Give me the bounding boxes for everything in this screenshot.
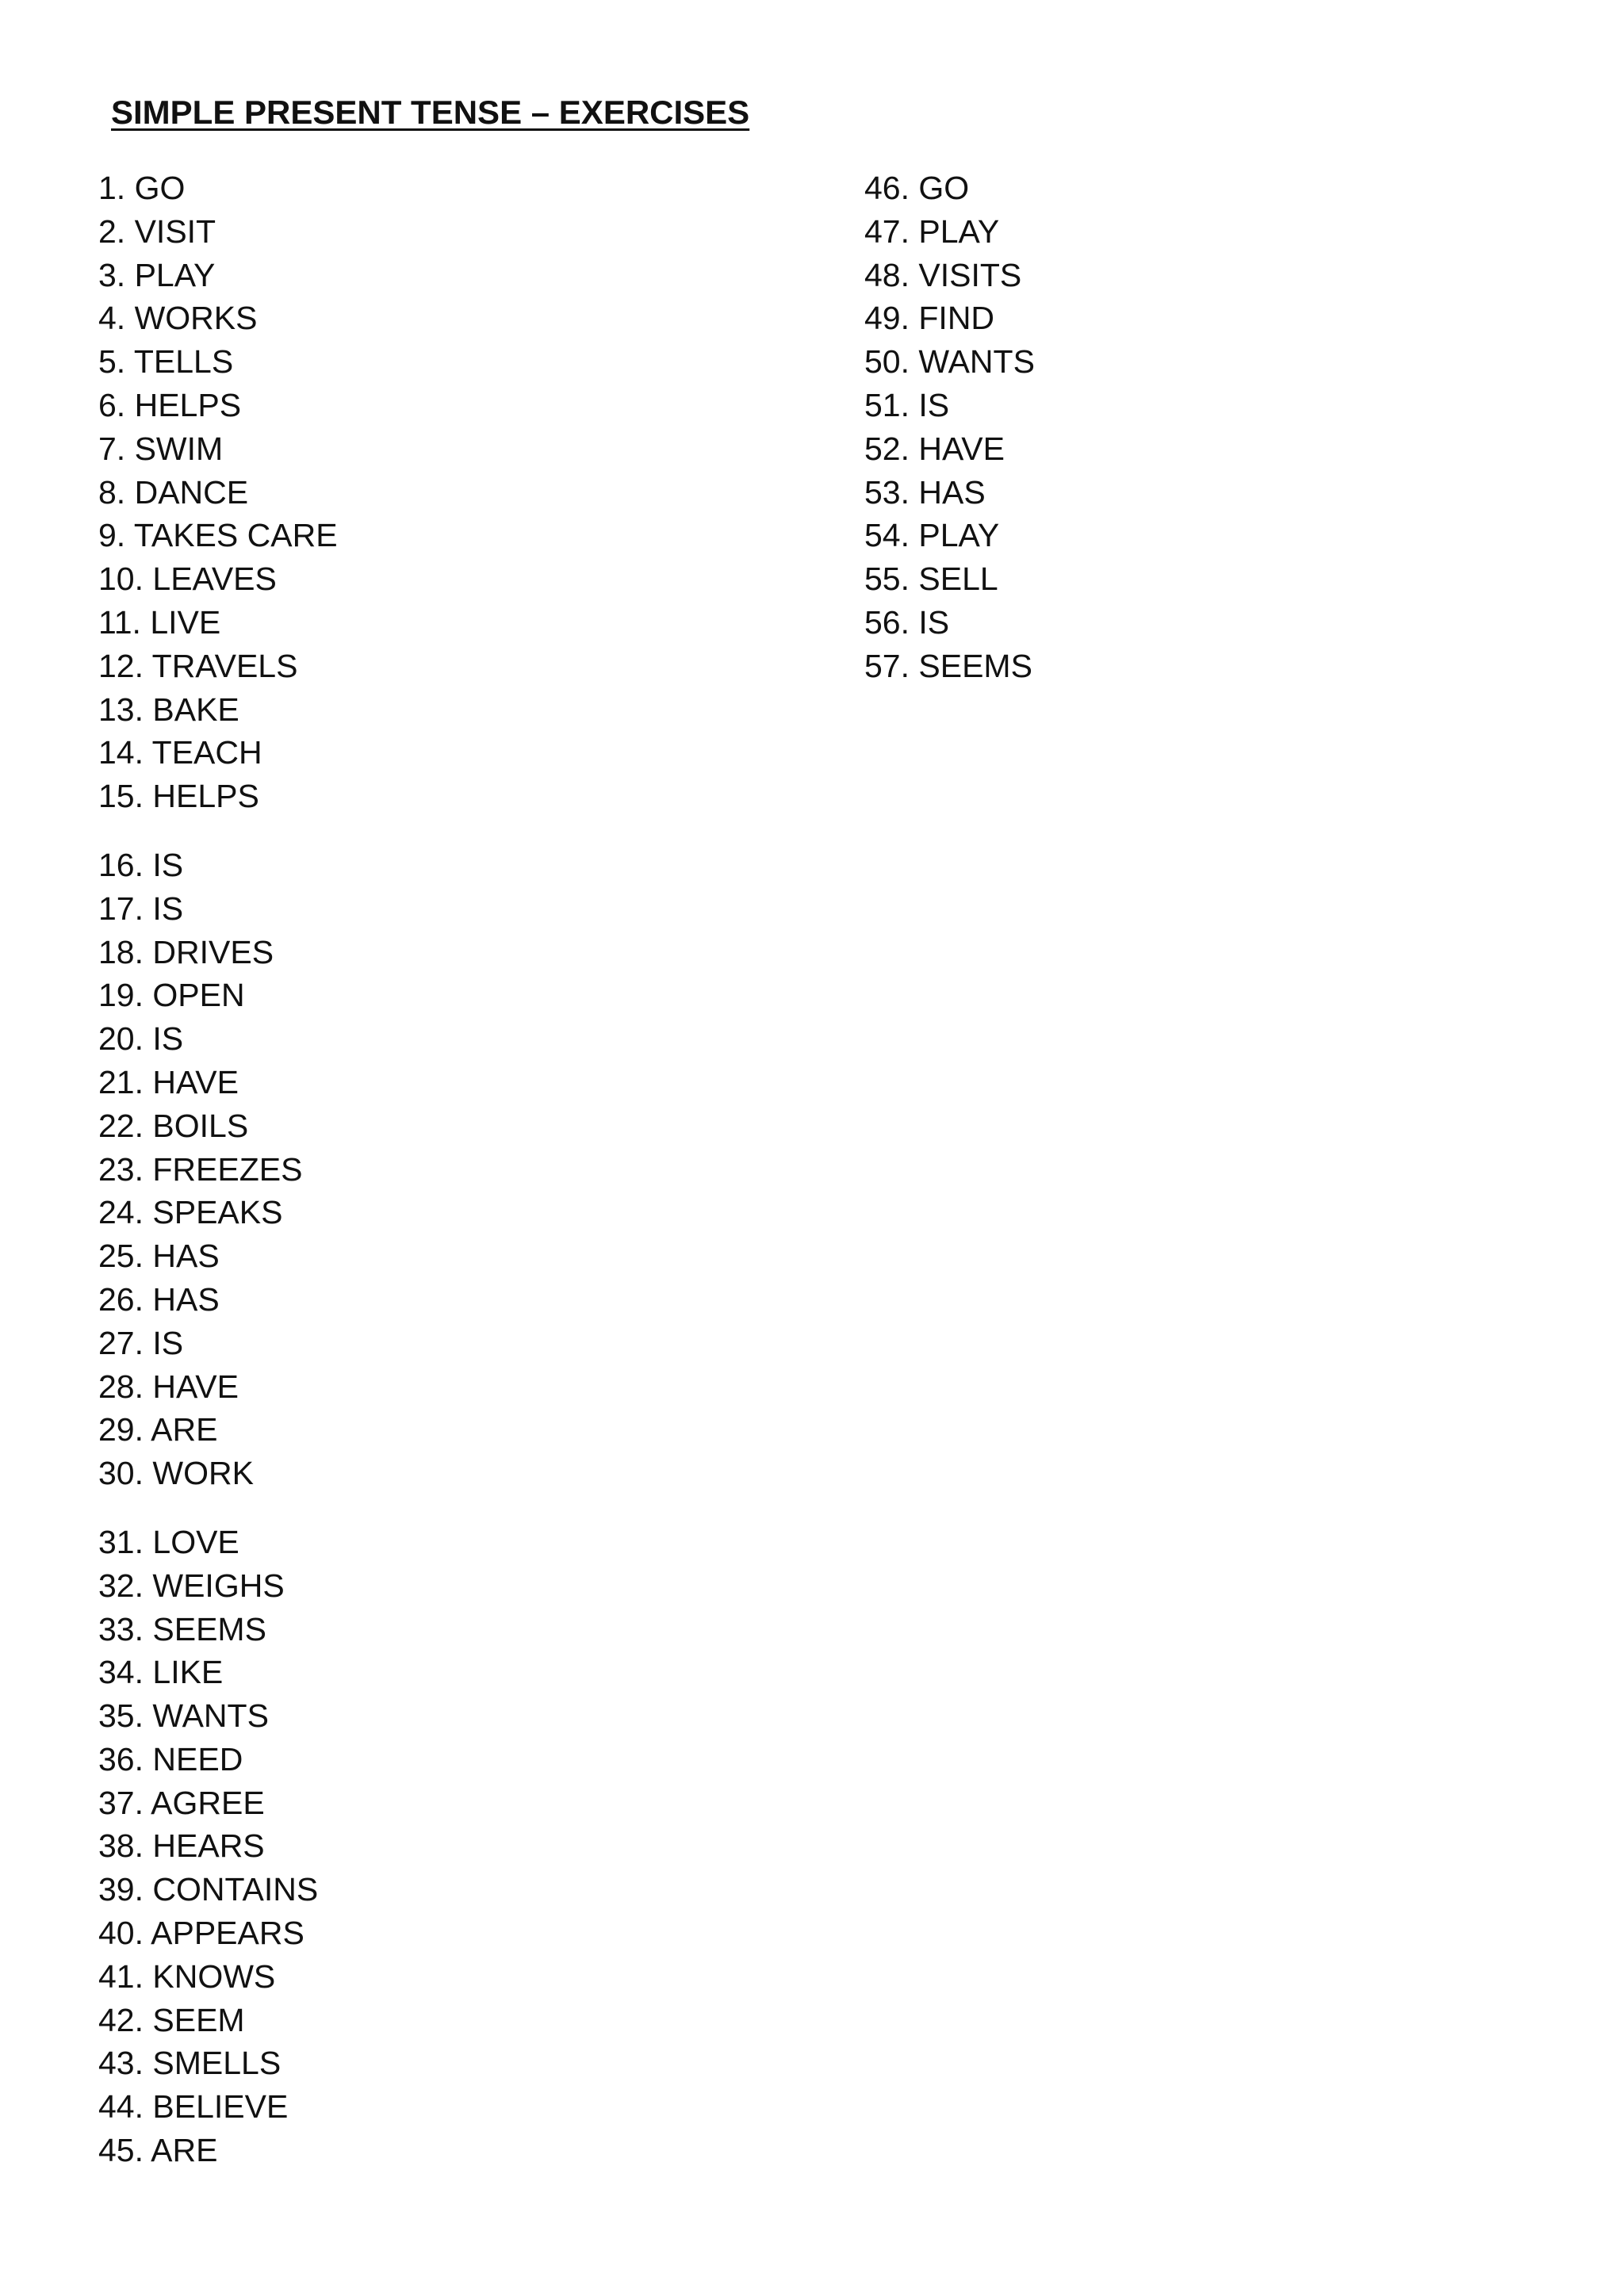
answer-item: 8. DANCE [98, 473, 249, 511]
answer-item: 13. BAKE [98, 691, 239, 728]
answer-item: 18. DRIVES [98, 933, 274, 970]
answer-item: 43. SMELLS [98, 2045, 282, 2082]
answer-item: 33. SEEMS [98, 1610, 266, 1647]
answer-item: 16. IS [98, 846, 184, 883]
answer-item: 56. IS [864, 603, 950, 641]
answer-item: 24. SPEAKS [98, 1194, 283, 1231]
answer-item: 12. TRAVELS [98, 647, 298, 684]
answer-item: 29. ARE [98, 1411, 218, 1448]
answer-item: 52. HAVE [864, 430, 1005, 467]
answer-item: 9. TAKES CARE [98, 517, 338, 554]
answer-item: 4. WORKS [98, 300, 258, 337]
answer-item: 6. HELPS [98, 386, 242, 423]
answer-item: 27. IS [98, 1324, 184, 1361]
answer-item: 54. PLAY [864, 517, 1000, 554]
answer-item: 44. BELIEVE [98, 2088, 289, 2126]
answer-item: 28. HAVE [98, 1368, 239, 1405]
answer-item: 49. FIND [864, 300, 995, 337]
answer-group [98, 844, 338, 1495]
answer-item: 55. SELL [864, 561, 998, 598]
answer-column-left [98, 166, 338, 2172]
answer-group [98, 1521, 338, 2172]
answer-item: 1. GO [98, 170, 186, 206]
answer-item: 53. HAS [864, 473, 986, 511]
answer-item: 57. SEEMS [864, 647, 1032, 684]
answer-item: 21. HAVE [98, 1063, 239, 1100]
answer-item: 10. LEAVES [98, 561, 277, 598]
answer-item: 22. BOILS [98, 1107, 249, 1144]
page-title: SIMPLE PRESENT TENSE – EXERCISES [111, 94, 750, 131]
answer-item: 26. HAS [98, 1280, 220, 1318]
answer-item: 30. WORK [98, 1455, 254, 1492]
answer-item: 48. VISITS [864, 256, 1022, 293]
answer-item: 7. SWIM [98, 430, 224, 467]
answer-item: 45. ARE [98, 2132, 218, 2169]
answer-item: 2. VISIT [98, 212, 216, 250]
answer-item: 41. KNOWS [98, 1957, 276, 1995]
answer-item: 37. AGREE [98, 1784, 265, 1821]
answer-item: 34. LIKE [98, 1654, 224, 1691]
answer-item: 32. WEIGHS [98, 1567, 285, 1604]
answer-item: 19. OPEN [98, 977, 245, 1014]
answer-item: 51. IS [864, 386, 950, 423]
answer-item: 46. GO [864, 170, 970, 206]
answer-item: 15. HELPS [98, 778, 259, 815]
answer-group [98, 166, 338, 818]
answer-item: 50. WANTS [864, 343, 1035, 381]
answer-column-right [864, 166, 1035, 688]
answer-item: 47. PLAY [864, 212, 1000, 250]
answer-group [864, 166, 1035, 688]
answer-item: 11. LIVE [98, 603, 221, 641]
answer-item: 39. CONTAINS [98, 1871, 319, 1908]
answer-item: 36. NEED [98, 1740, 243, 1777]
answer-item: 35. WANTS [98, 1697, 269, 1735]
answer-item: 31. LOVE [98, 1523, 239, 1560]
answer-item: 42. SEEM [98, 2001, 245, 2038]
answer-item: 23. FREEZES [98, 1150, 303, 1188]
answer-item: 17. IS [98, 890, 184, 927]
answer-item: 40. APPEARS [98, 1915, 304, 1952]
answer-item: 38. HEARS [98, 1827, 265, 1865]
answer-item: 5. TELLS [98, 343, 234, 381]
answer-item: 25. HAS [98, 1238, 220, 1275]
answer-item: 3. PLAY [98, 256, 216, 293]
answer-item: 20. IS [98, 1020, 184, 1058]
answer-item: 14. TEACH [98, 734, 262, 771]
